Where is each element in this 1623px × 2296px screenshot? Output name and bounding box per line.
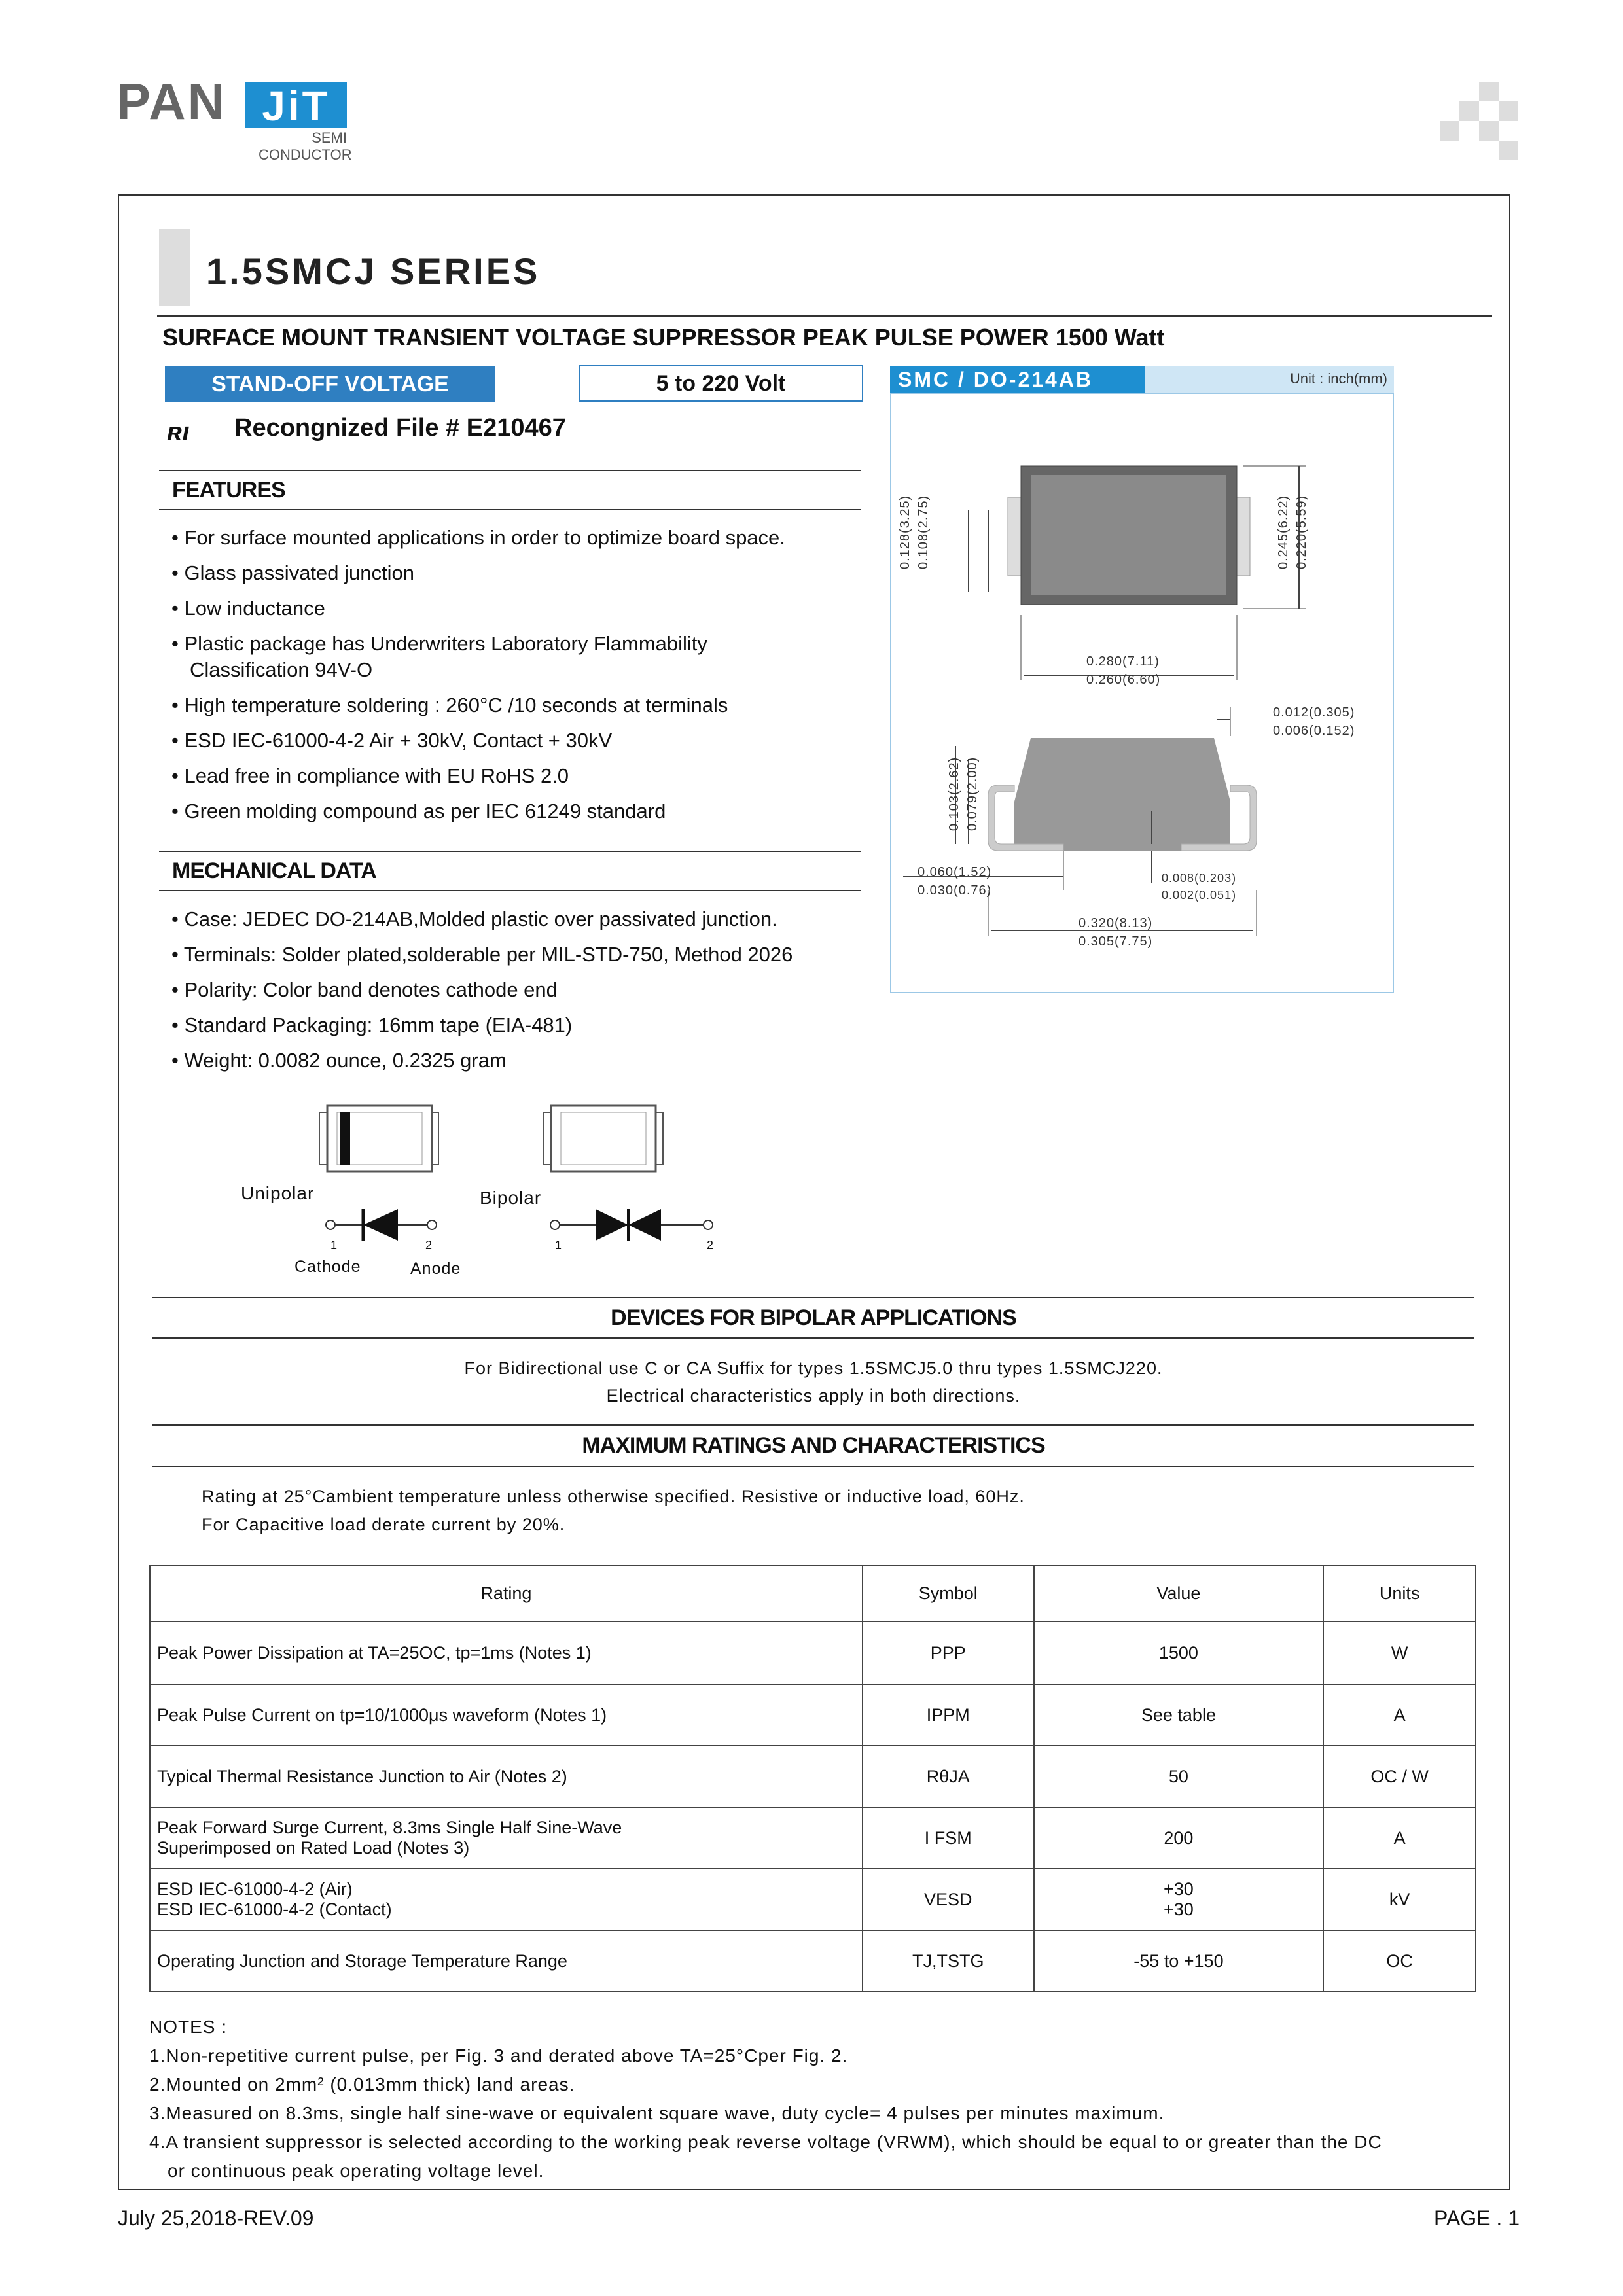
dim-label: 0.220(5.59) [1294,495,1309,569]
list-item: • Low inductance [171,597,325,620]
dim-label: 0.128(3.25) [898,495,912,569]
footer-page: PAGE . 1 [1433,2206,1520,2230]
list-item: • Plastic package has Underwriters Laboratory Flammability [171,632,707,655]
page-title: 1.5SMCJ SERIES [206,251,541,292]
bipolar-top-rule [152,1297,1474,1298]
value-cell: -55 to +150 [1034,1930,1324,1992]
units-cell: A [1323,1684,1476,1746]
units-cell: W [1323,1621,1476,1684]
features-list [171,520,785,829]
logo-jit: JiT [245,82,347,128]
rating-line: ESD IEC-61000-4-2 (Contact) [157,1899,392,1919]
bipolar-bottom-rule [152,1337,1474,1339]
dim-label: 0.103(2.62) [947,756,961,831]
mechanical-top-rule [159,851,861,852]
list-item: • Green molding compound as per IEC 61249 standard [171,800,666,822]
list-item: • Lead free in compliance with EU RoHS 2.0 [171,764,569,787]
rating-cell: Peak Pulse Current on tp=10/1000μs waveform (Notes 1) [150,1684,863,1746]
list-item: • Terminals: Solder plated,solderable per MIL-STD-750, Method 2026 [171,943,793,966]
ratings-table [149,1565,1476,1992]
table-row [150,1869,1476,1930]
value-cell: 1500 [1034,1621,1324,1684]
value-cell [1034,1869,1324,1930]
note-item: or continuous peak operating voltage level. [168,2161,544,2181]
package-unit: Unit : inch(mm) [1289,370,1387,387]
notes-title: NOTES : [149,2017,228,2037]
header-units: Units [1323,1566,1476,1621]
bipolar-line1: For Bidirectional use C or CA Suffix for types 1.5SMCJ5.0 thru types 1.5SMCJ220. [464,1358,1163,1378]
dim-label: 0.002(0.051) [1162,889,1237,902]
units-cell: OC / W [1323,1746,1476,1807]
features-title: FEATURES [172,478,285,503]
value-cell: See table [1034,1684,1324,1746]
dim-label: 0.320(8.13) [1079,916,1153,930]
list-item: • Glass passivated junction [171,561,414,584]
standoff-value: 5 to 220 Volt [579,365,863,402]
note-item: 1.Non-repetitive current pulse, per Fig. 3 and derated above TA=25°Cper Fig. 2. [149,2045,848,2066]
bipolar-line2: Electrical characteristics apply in both directions. [606,1386,1021,1405]
rating-cell: Typical Thermal Resistance Junction to Air (Notes 2) [150,1746,863,1807]
symbol-cell: IPPM [863,1684,1034,1746]
units-cell: kV [1323,1869,1476,1930]
logo-conductor-text: CONDUCTOR [259,147,352,163]
dim-label: 0.260(6.60) [1086,673,1161,687]
value-cell: 50 [1034,1746,1324,1807]
cathode-label: Cathode [294,1258,361,1276]
package-outline-drawing [890,393,1394,993]
bipolar-label: Bipolar [480,1188,542,1208]
subtitle: SURFACE MOUNT TRANSIENT VOLTAGE SUPPRESSOR PEAK PULSE POWER 1500 Watt [162,324,1165,351]
symbol-cell: TJ,TSTG [863,1930,1034,1992]
rating-cell [150,1869,863,1930]
units-cell: A [1323,1807,1476,1869]
symbol-cell: PPP [863,1621,1034,1684]
list-item: • Standard Packaging: 16mm tape (EIA-481) [171,1014,573,1036]
footer-date: July 25,2018-REV.09 [118,2206,314,2230]
header-symbol: Symbol [863,1566,1034,1621]
table-row [150,1807,1476,1869]
recognized-file: Recongnized File # E210467 [234,414,566,442]
note-item: 4.A transient suppressor is selected according to the working peak reverse voltage (VRWM), which should be equal to or greater than the DC [149,2132,1382,2152]
mechanical-title: MECHANICAL DATA [172,858,376,883]
title-accent-block [159,229,190,306]
list-item: • Weight: 0.0082 ounce, 0.2325 gram [171,1049,507,1072]
table-header-row [150,1566,1476,1621]
anode-label: Anode [410,1260,461,1278]
units-cell: OC [1323,1930,1476,1992]
note-item: 2.Mounted on 2mm² (0.013mm thick) land areas. [149,2074,575,2094]
table-row [150,1684,1476,1746]
logo-pan: PAN [116,73,226,130]
dim-label: 0.079(2.00) [965,756,980,831]
dim-label: 0.008(0.203) [1162,872,1237,885]
features-top-rule [159,470,861,471]
rating-line: Peak Forward Surge Current, 8.3ms Single Half Sine-Wave [157,1818,622,1837]
ul-mark-icon: ʀı [167,417,190,446]
list-item: • For surface mounted applications in order to optimize board space. [171,526,785,549]
unipolar-label: Unipolar [241,1183,315,1203]
pin-label: 2 [707,1239,715,1252]
pin-label: 1 [330,1239,338,1252]
note-item: 3.Measured on 8.3ms, single half sine-wave or equivalent square wave, duty cycle= 4 pulses per minutes maximum. [149,2103,1165,2123]
notes-block [149,2013,1382,2185]
standoff-label: STAND-OFF VOLTAGE [165,366,495,402]
rating-line: ESD IEC-61000-4-2 (Air) [157,1879,353,1899]
package-label: SMC / DO-214AB [890,366,1145,393]
rating-line: Superimposed on Rated Load (Notes 3) [157,1838,470,1858]
dim-label: 0.108(2.75) [916,495,931,569]
header-rating: Rating [150,1566,863,1621]
bipolar-section-title: DEVICES FOR BIPOLAR APPLICATIONS [611,1305,1016,1330]
list-item: • ESD IEC-61000-4-2 Air + 30kV, Contact + 30kV [171,729,613,752]
symbol-cell: I FSM [863,1807,1034,1869]
value-line: +30 [1164,1879,1194,1899]
value-line: +30 [1164,1899,1194,1919]
features-bottom-rule [159,509,861,510]
list-item: Classification 94V-O [190,658,373,681]
dim-label: 0.006(0.152) [1273,724,1355,738]
mechanical-list [171,902,793,1078]
title-divider [157,315,1492,317]
list-item: • Case: JEDEC DO-214AB,Molded plastic over passivated junction. [171,908,777,930]
table-row [150,1930,1476,1992]
table-row [150,1746,1476,1807]
pin-label: 2 [425,1239,433,1252]
dim-label: 0.245(6.22) [1276,495,1291,569]
list-item: • Polarity: Color band denotes cathode end [171,978,558,1001]
ratings-line1: Rating at 25°Cambient temperature unless otherwise specified. Resistive or inductive load, 60Hz. [202,1487,1025,1506]
ratings-bottom-rule [152,1466,1474,1467]
symbol-cell: VESD [863,1869,1034,1930]
rating-cell: Peak Power Dissipation at TA=25OC, tp=1ms (Notes 1) [150,1621,863,1684]
ratings-top-rule [152,1424,1474,1426]
dim-label: 0.060(1.52) [918,865,992,879]
dim-label: 0.305(7.75) [1079,934,1153,949]
mechanical-bottom-rule [159,890,861,891]
symbol-cell: RθJA [863,1746,1034,1807]
dim-label: 0.012(0.305) [1273,705,1355,720]
decorative-squares-icon [1440,82,1518,154]
value-cell: 200 [1034,1807,1324,1869]
rating-cell: Operating Junction and Storage Temperature Range [150,1930,863,1992]
ratings-line2: For Capacitive load derate current by 20%. [202,1515,565,1534]
logo-semiconductor [259,130,352,164]
table-row [150,1621,1476,1684]
logo-semi-text: SEMI [312,130,347,146]
list-item: • High temperature soldering : 260°C /10 seconds at terminals [171,694,728,716]
rating-cell [150,1807,863,1869]
dim-label: 0.030(0.76) [918,883,992,898]
header-value: Value [1034,1566,1324,1621]
ratings-section-title: MAXIMUM RATINGS AND CHARACTERISTICS [582,1433,1045,1458]
dim-label: 0.280(7.11) [1086,654,1160,669]
pin-label: 1 [555,1239,563,1252]
